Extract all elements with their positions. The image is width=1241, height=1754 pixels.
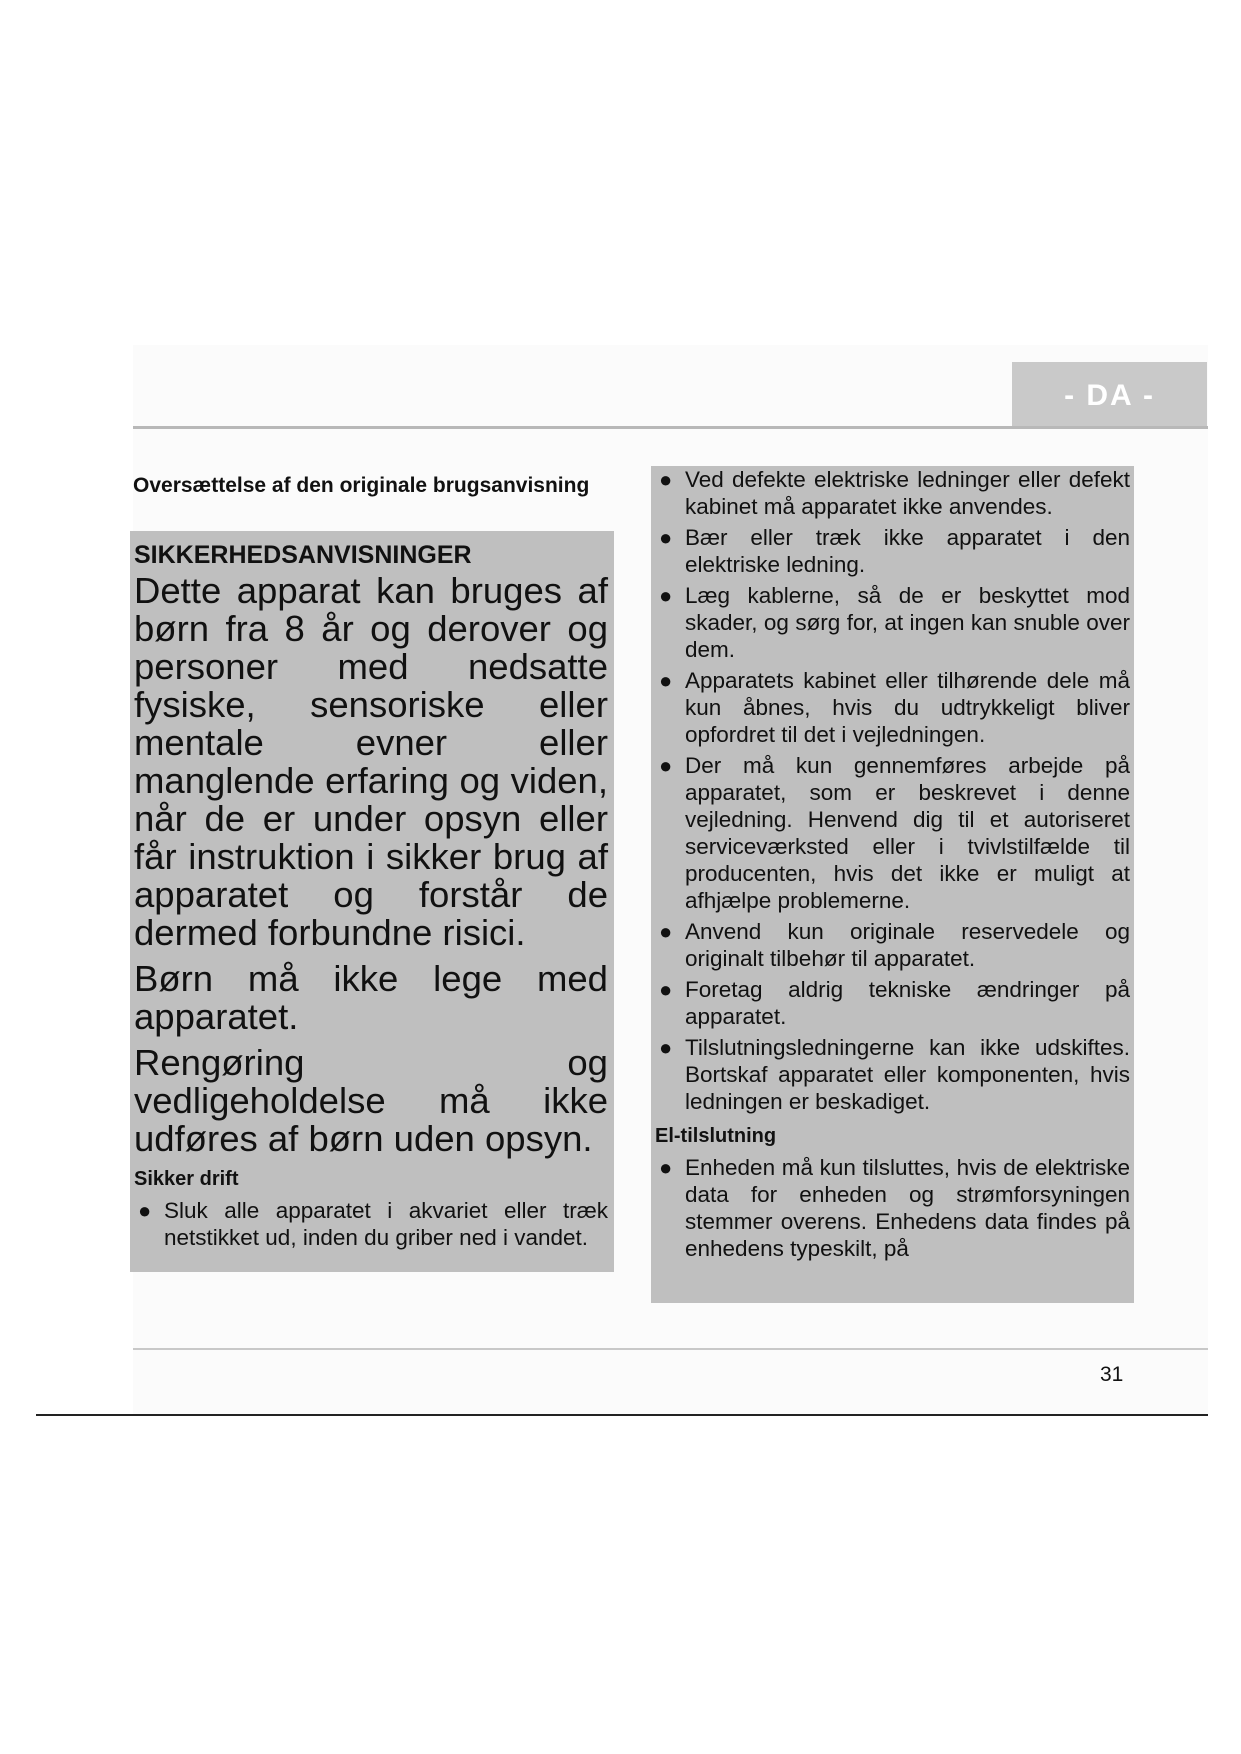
bullet-icon: ● — [659, 1035, 673, 1060]
bullet-icon: ● — [659, 977, 673, 1002]
list-item: ● Enheden må kun tilsluttes, hvis de elektriske data for enheden og strømforsyningen stemmer overens. Enhedens data findes på enhedens typeskilt, på — [659, 1155, 1130, 1261]
section-title: SIKKERHEDSANVISNINGER — [134, 541, 472, 569]
footer-divider — [133, 1348, 1208, 1350]
list-item: ● Ved defekte elektriske ledninger eller defekt kabinet må apparatet ikke anvendes. — [659, 467, 1130, 519]
safety-paragraph: Rengøring og vedligeholdelse må ikke udføres af børn uden opsyn. — [134, 1042, 608, 1159]
language-tab: - DA - — [1012, 362, 1207, 429]
bullet-icon: ● — [659, 583, 673, 608]
safety-paragraph: Børn må ikke lege med apparatet. — [134, 958, 608, 1037]
header-divider — [133, 426, 1208, 429]
list-item: ● Tilslutningsledningerne kan ikke udskiftes. Bortskaf apparatet eller komponenten, hvis ledningen er beskadiget. — [659, 1035, 1130, 1114]
list-item: ● Læg kablerne, så de er beskyttet mod skader, og sørg for, at ingen kan snuble over dem. — [659, 583, 1130, 662]
list-item: ● Bær eller træk ikke apparatet i den elektriske ledning. — [659, 525, 1130, 577]
list-item: ● Anvend kun originale reservedele og originalt tilbehør til apparatet. — [659, 919, 1130, 971]
right-column-box — [651, 466, 1134, 1303]
safety-paragraph: Dette apparat kan bruges af børn fra 8 år og derover og personer med nedsatte fysiske, sensoriske eller mentale evner eller manglende erfaring og viden, når de er under opsyn eller får instruktion i sikker brug af apparatet og forstår de dermed forbundne risici. — [134, 570, 608, 953]
bullet-icon: ● — [659, 753, 673, 778]
bottom-rule — [36, 1414, 1208, 1416]
bullet-list — [655, 1154, 1130, 1262]
page-number: 31 — [1100, 1363, 1124, 1386]
bullet-list — [134, 1197, 608, 1251]
bullet-icon: ● — [659, 525, 673, 550]
list-item: ● Apparatets kabinet eller tilhørende dele må kun åbnes, hvis du udtrykkeligt bliver opfordret til det i vejledningen. — [659, 668, 1130, 747]
bullet-icon: ● — [659, 919, 673, 944]
left-column-box — [130, 531, 614, 1272]
subsection-title: Sikker drift — [134, 1168, 239, 1190]
document-subtitle: Oversættelse af den originale brugsanvisning — [133, 474, 590, 497]
bullet-icon: ● — [659, 1155, 673, 1180]
list-item: ● Foretag aldrig tekniske ændringer på apparatet. — [659, 977, 1130, 1029]
bullet-list — [655, 466, 1130, 1115]
list-item: ● Sluk alle apparatet i akvariet eller træk netstikket ud, inden du griber ned i vandet. — [138, 1198, 608, 1250]
list-item: ● Der må kun gennemføres arbejde på apparatet, som er beskrevet i denne vejledning. Henvend dig til et autoriseret serviceværksted eller i tvivlstilfælde til producenten, hvis det ikke er muligt at afhjælpe problemerne. — [659, 753, 1130, 913]
subsection-title: El-tilslutning — [655, 1125, 777, 1147]
bullet-icon: ● — [659, 467, 673, 492]
bullet-icon: ● — [659, 668, 673, 693]
bullet-icon: ● — [138, 1198, 152, 1223]
